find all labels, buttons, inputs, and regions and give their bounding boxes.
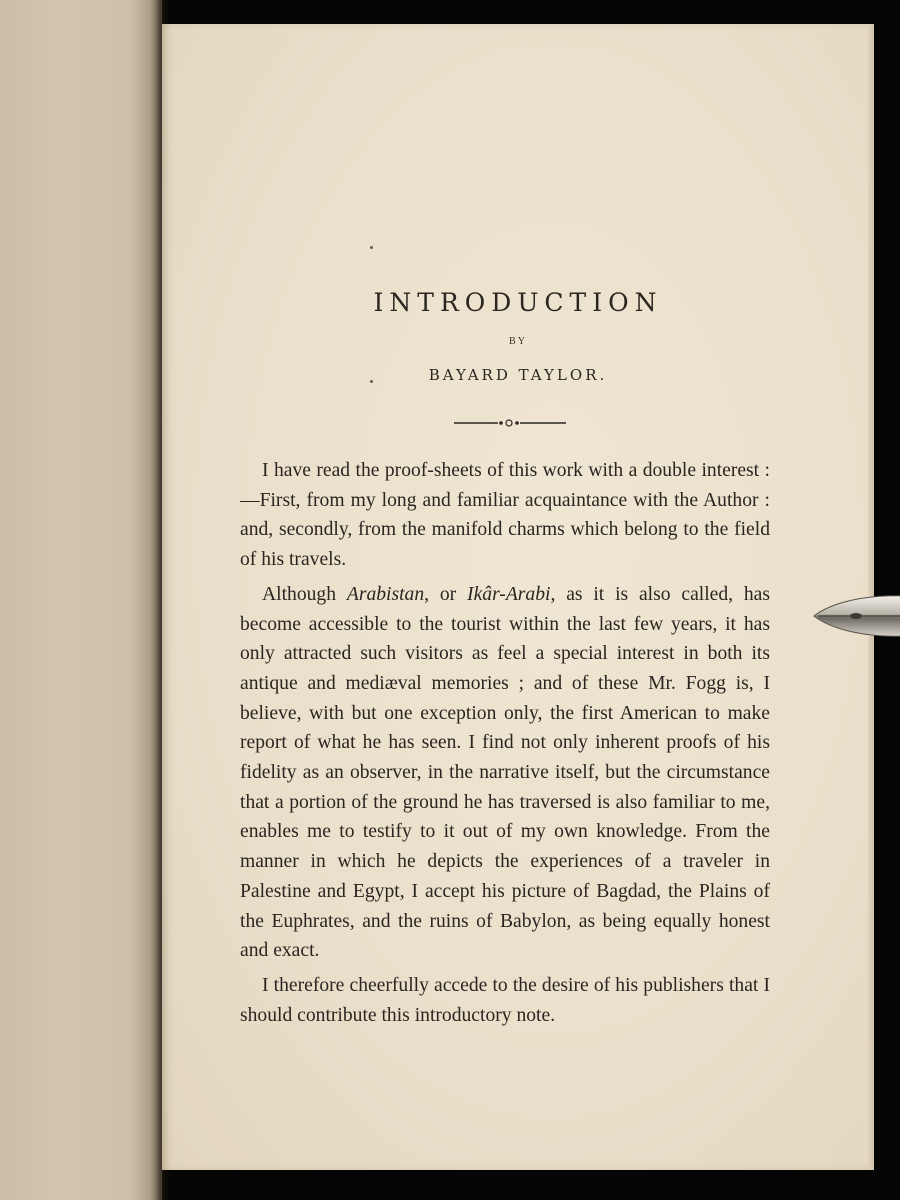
paragraph-2-lead: Although (262, 583, 347, 605)
facing-page (0, 0, 162, 1200)
paragraph-3: I therefore cheerfully accede to the desire of his publishers that I should contribute this introductory note. (240, 974, 770, 1026)
ink-speck (370, 246, 373, 249)
paragraph-1: I have read the proof-sheets of this work with a double interest :—First, from my long and familiar acquaintance with the Author : and, secondly, from the manifold charms which belong to the field of his travels. (240, 460, 770, 571)
ornament-divider (454, 417, 566, 429)
pen-nib-icon (812, 586, 900, 646)
paragraph-2 (240, 580, 770, 966)
intro-body (240, 456, 770, 1035)
byline-label: BY (509, 336, 527, 347)
paragraph-2-mid: , or (424, 583, 468, 605)
term-arabistan: Arabistan (346, 583, 425, 605)
paragraph-2-rest: , as it is also called, has become accessible to the tourist within the last few years, it has only attracted such visitors as feel a special interest in both its antique and mediæval memories ; and of these Mr. Fogg is, I believe, with but one exception only, the first American to make report of what he has seen. I find not only inherent proofs of his fidelity as an observer, in the narrative itself, but the circumstance that a portion of the ground he has traversed is also familiar to me, enables me to testify to it out of my own knowledge. From the manner in which he depicts the experiences of a traveler in Palestine and Egypt, I accept his picture of Bagdad, the Plains of the Euphrates, and the ruins of Babylon, as being equally honest and exact. (240, 583, 770, 962)
author-name: BAYARD TAYLOR. (428, 366, 608, 384)
book-page (162, 24, 874, 1170)
term-ikar-arabi: Ikâr-Arabi (467, 583, 551, 605)
page-title: INTRODUCTION (373, 288, 663, 317)
